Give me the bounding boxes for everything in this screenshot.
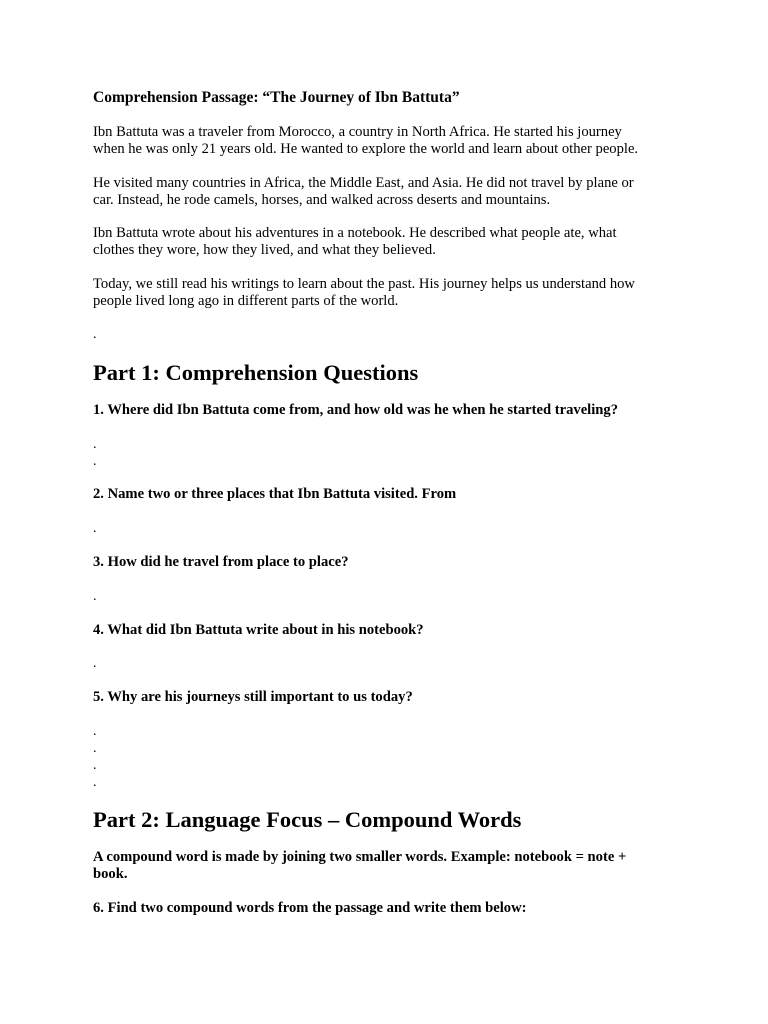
question-3: 3. How did he travel from place to place? (93, 554, 349, 570)
question-5: 5. Why are his journeys still important to us today? (93, 689, 413, 705)
passage-line: clothes they wore, how they lived, and what they believed. (93, 241, 436, 258)
passage-line: Ibn Battuta wrote about his adventures in a notebook. He described what people ate, what (93, 225, 617, 241)
question-1: 1. Where did Ibn Battuta come from, and how old was he when he started traveling? (93, 402, 618, 418)
passage-line: people lived long ago in different parts of the world. (93, 292, 399, 309)
question-4: 4. What did Ibn Battuta write about in his notebook? (93, 622, 424, 638)
passage-line: Today, we still read his writings to learn about the past. His journey helps us understand how (93, 276, 635, 292)
passage-paragraph-2 (93, 175, 683, 209)
answer-dot: . (93, 327, 97, 342)
answer-dot: . (93, 521, 97, 536)
passage-paragraph-3 (93, 225, 683, 259)
part1-heading: Part 1: Comprehension Questions (93, 360, 419, 385)
passage-title: Comprehension Passage: “The Journey of Ibn Battuta” (93, 89, 460, 106)
intro-line: book. (93, 866, 128, 882)
passage-paragraph-1 (93, 124, 683, 158)
answer-dot: . (93, 437, 97, 452)
answer-dot: . (93, 656, 97, 671)
compound-word-intro (93, 849, 683, 883)
answer-dot: . (93, 775, 97, 790)
passage-line: when he was only 21 years old. He wanted to explore the world and learn about other people. (93, 140, 639, 157)
passage-line: Ibn Battuta was a traveler from Morocco, a country in North Africa. He started his journey (93, 124, 622, 140)
passage-paragraph-4 (93, 276, 683, 310)
answer-dot: . (93, 724, 97, 739)
question-6: 6. Find two compound words from the passage and write them below: (93, 900, 527, 916)
answer-dot: . (93, 741, 97, 756)
passage-line: car. Instead, he rode camels, horses, and walked across deserts and mountains. (93, 191, 551, 208)
part2-heading: Part 2: Language Focus – Compound Words (93, 807, 522, 832)
passage-line: He visited many countries in Africa, the Middle East, and Asia. He did not travel by plane or (93, 175, 634, 191)
answer-dot: . (93, 589, 97, 604)
answer-dot: . (93, 454, 97, 469)
question-2: 2. Name two or three places that Ibn Battuta visited. From (93, 486, 457, 502)
answer-dot: . (93, 758, 97, 773)
intro-line: A compound word is made by joining two smaller words. Example: notebook = note + (93, 849, 627, 865)
